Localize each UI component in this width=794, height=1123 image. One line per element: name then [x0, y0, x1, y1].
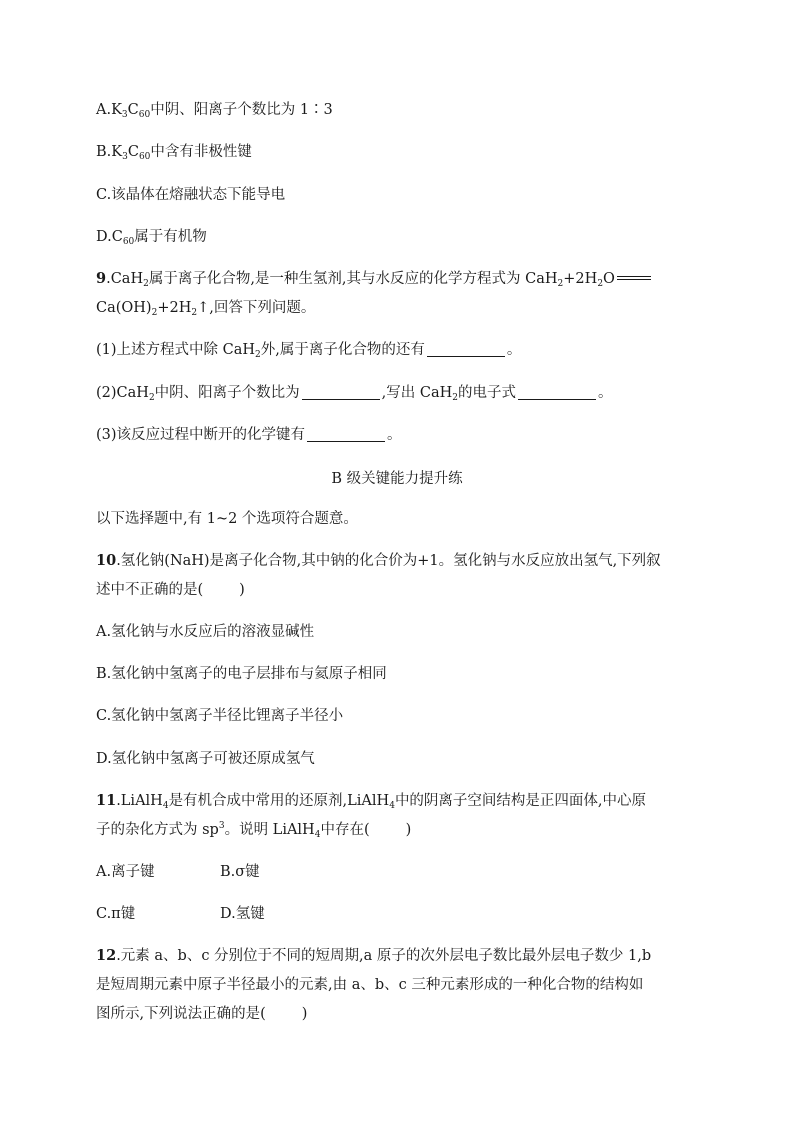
q11-option-b: B.σ键 — [220, 864, 260, 880]
equals-sign — [617, 276, 651, 282]
q10-option-d: D.氢化钠中氢离子可被还原成氢气 — [96, 751, 315, 767]
q12-stem-line3: 图所示,下列说法正确的是( ) — [96, 1006, 308, 1022]
q10-option-a: A.氢化钠与水反应后的溶液显碱性 — [96, 624, 315, 640]
q11-option-a: A.离子键 — [96, 864, 155, 880]
q10-stem-line1: 10.氢化钠(NaH)是离子化合物,其中钠的化合价为+1。氢化钠与水反应放出氢气,下列叙 — [96, 552, 661, 569]
q8-option-a: $A.K_3C_{60}$中阴、阳离子个数比为 1∶3 — [96, 102, 333, 120]
q12-stem-line1: 12.元素 a、b、c 分别位于不同的短周期,a 原子的次外层电子数比最外层电子数少 1,b — [96, 947, 652, 964]
q9-stem-line2: $Ca(OH)_2+2H_2↑$,回答下列问题。 — [96, 300, 316, 318]
q8-option-c: C.该晶体在熔融状态下能导电 — [96, 187, 286, 203]
q11-option-c: C.π键 — [96, 906, 136, 922]
q9-part1: (1)上述方程式中除 CaH$_2$外,属于离子化合物的还有 。 — [96, 342, 522, 360]
q10-option-b: B.氢化钠中氢离子的电子层排布与氦原子相同 — [96, 666, 387, 682]
answer-blank[interactable] — [427, 342, 505, 357]
instruction: 以下选择题中,有 1~2 个选项符合题意。 — [96, 511, 358, 527]
q8-option-b: $B.K_3C_{60}$中含有非极性键 — [96, 144, 252, 162]
q11-stem-line1: 11.LiAlH$_4$是有机合成中常用的还原剂,LiAlH$_4$中的阴离子空间结构是正四面体,中心原 — [96, 792, 647, 811]
answer-blank[interactable] — [518, 385, 596, 400]
q11-option-d: D.氢键 — [220, 906, 265, 922]
answer-blank[interactable] — [307, 427, 385, 442]
q9-part2: (2)CaH$_2$中阴、阳离子个数比为 ,写出 CaH$_2$的电子式 。 — [96, 385, 613, 403]
q10-stem-line2: 述中不正确的是( ) — [96, 582, 245, 598]
q12-stem-line2: 是短周期元素中原子半径最小的元素,由 a、b、c 三种元素形成的一种化合物的结构如 — [96, 977, 644, 993]
q9-stem-line1: 9.CaH$_2$属于离子化合物,是一种生氢剂,其与水反应的化学方程式为 $CaH_2+2H_2O$ — [96, 269, 653, 289]
q10-option-c: C.氢化钠中氢离子半径比锂离子半径小 — [96, 708, 344, 724]
q9-part3: (3)该反应过程中断开的化学键有 。 — [96, 427, 402, 443]
answer-blank[interactable] — [302, 385, 380, 400]
q8-option-d: $D.C_{60}$属于有机物 — [96, 229, 207, 247]
q11-stem-line2: 子的杂化方式为 $sp^3$。说明 LiAlH$_4$中存在( ) — [96, 821, 412, 840]
section-title: B 级关键能力提升练 — [331, 471, 463, 487]
